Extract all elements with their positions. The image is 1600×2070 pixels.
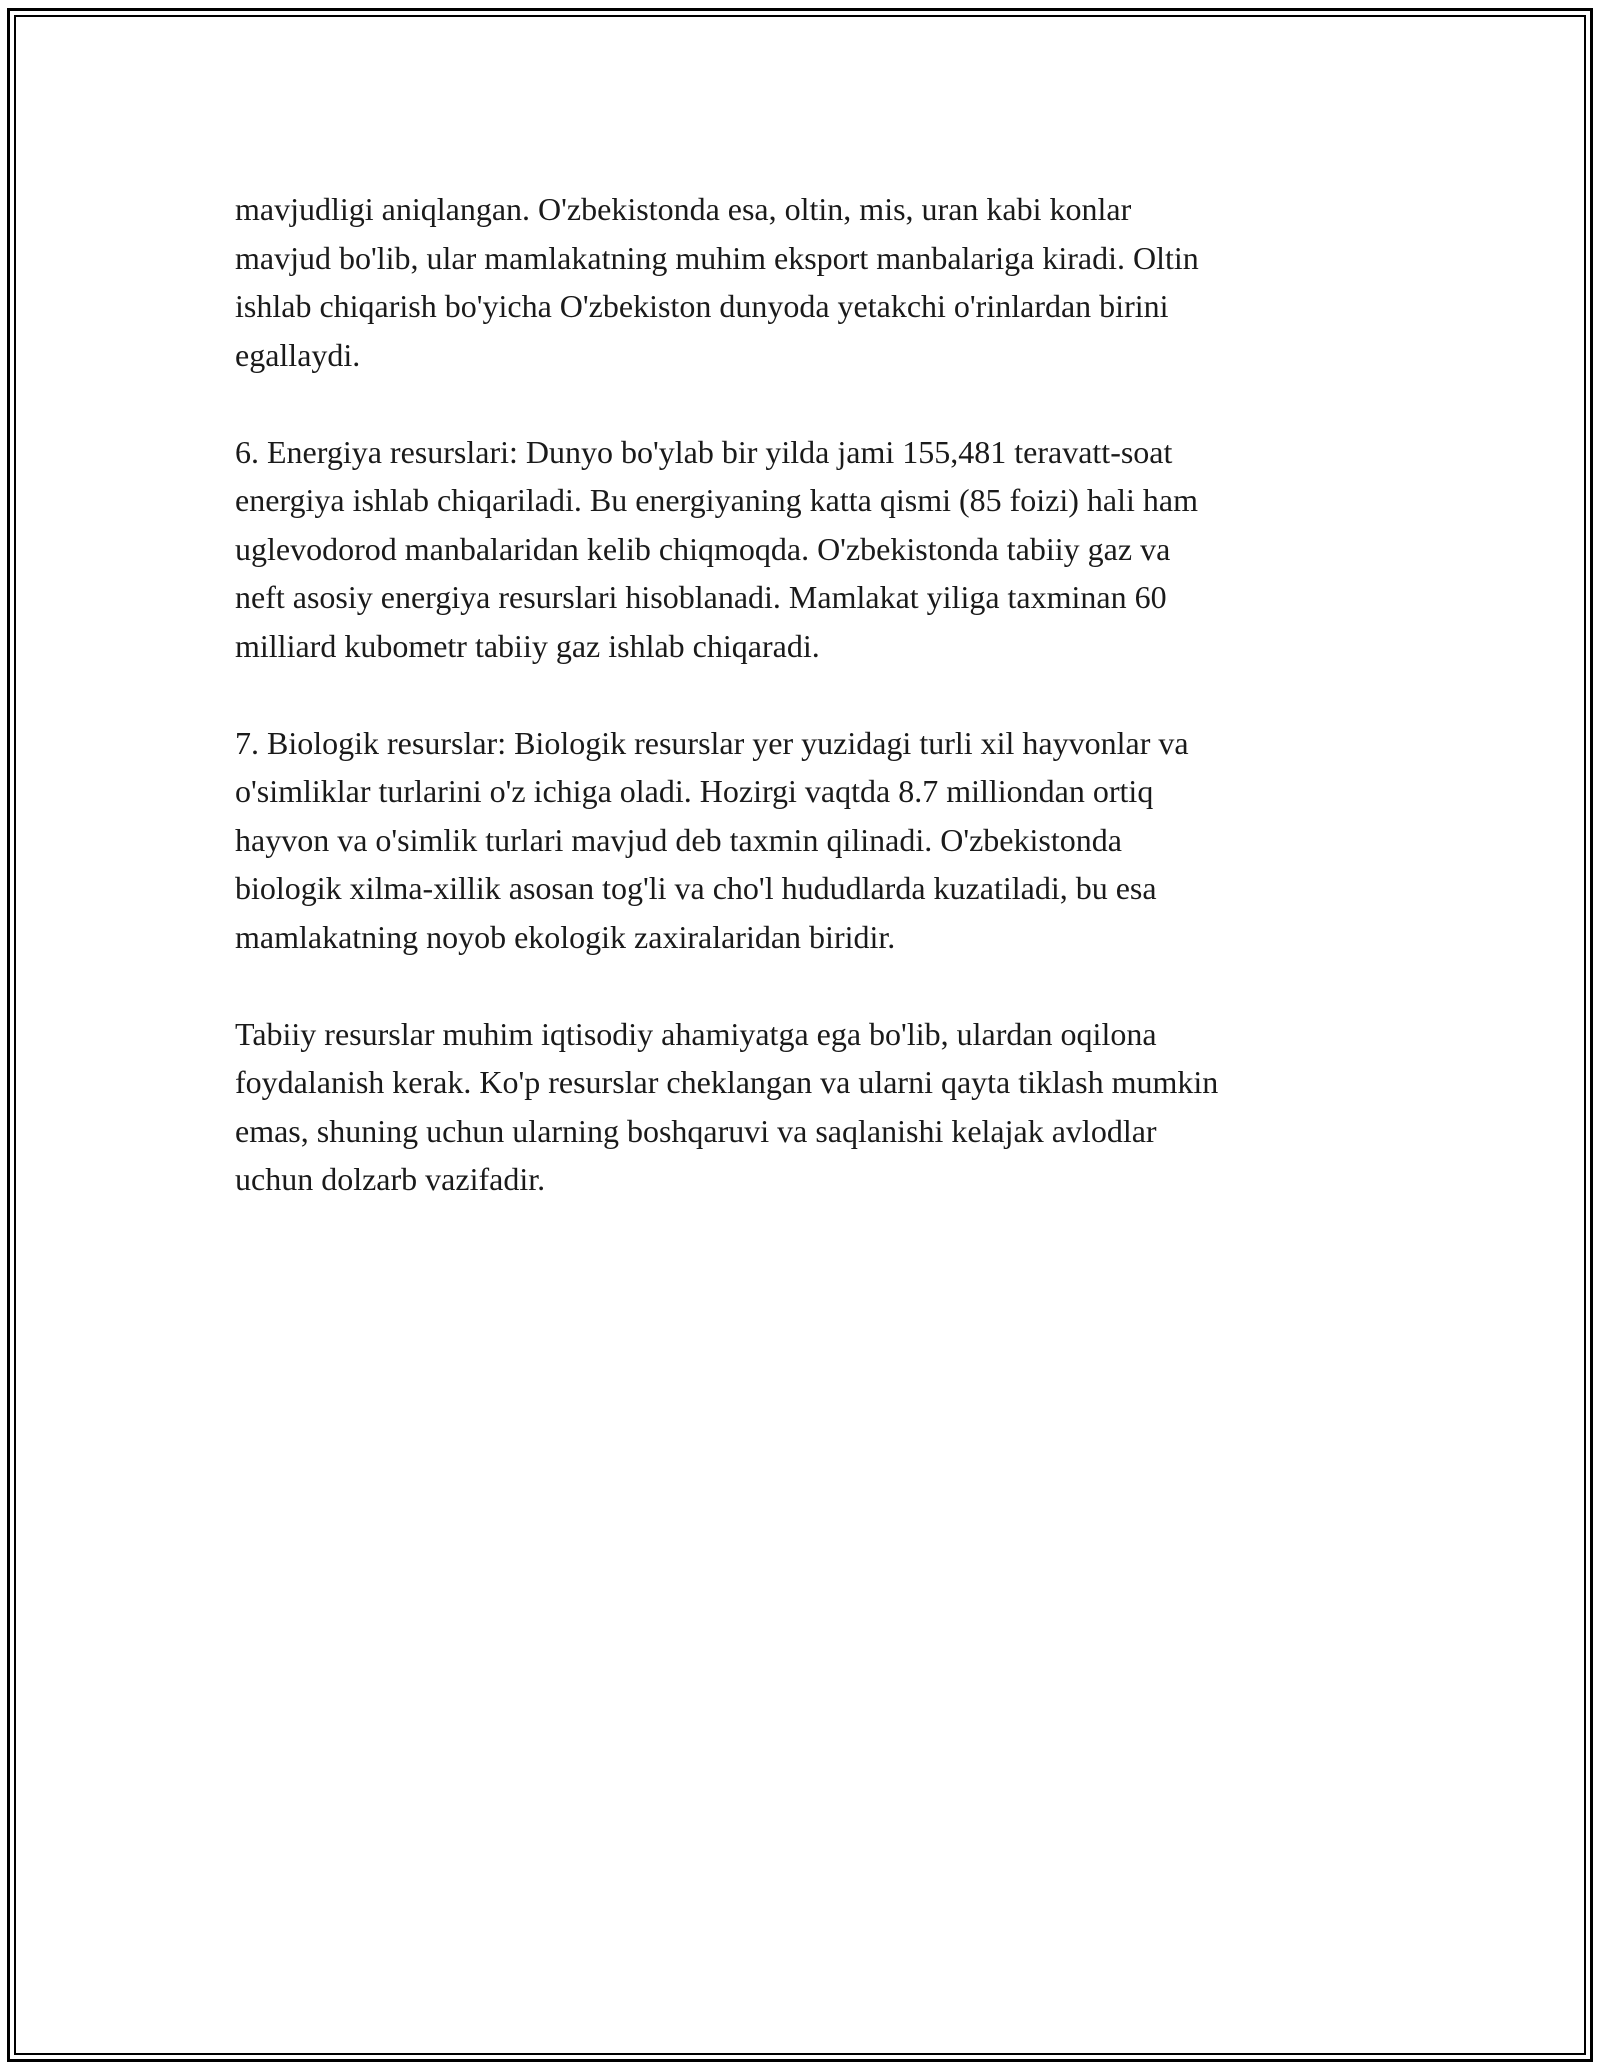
paragraph-minerals-continued [235,185,1375,379]
text-line: mavjudligi aniqlangan. O'zbekistonda esa, oltin, mis, uran kabi konlar [235,191,1132,227]
text-line: Tabiiy resurslar muhim iqtisodiy ahamiyatga ega bo'lib, ulardan oqilona [235,1015,1157,1052]
text-line: mamlakatning noyob ekologik zaxiralaridan biridir. [235,918,896,955]
text-line: 7. Biologik resurslar: Biologik resurslar yer yuzidagi turli xil hayvonlar va [235,724,1189,761]
paragraph-biological-resources [235,719,1375,962]
text-line: uglevodorod manbalaridan kelib chiqmoqda. O'zbekistonda tabiiy gaz va [235,530,1171,567]
text-line: milliard kubometr tabiiy gaz ishlab chiqaradi. [235,627,820,664]
text-line: foydalanish kerak. Ko'p resurslar cheklangan va ularni qayta tiklash mumkin [235,1064,1219,1100]
text-line: hayvon va o'simlik turlari mavjud deb taxmin qilinadi. O'zbekistonda [235,821,1122,858]
document-body [235,185,1375,1252]
text-line: uchun dolzarb vazifadir. [235,1161,546,1197]
text-line: egallaydi. [235,336,361,373]
text-line: ishlab chiqarish bo'yicha O'zbekiston dunyoda yetakchi o'rinlardan birini [235,288,1169,324]
text-line: mavjud bo'lib, ular mamlakatning muhim eksport manbalariga kiradi. Oltin [235,239,1199,276]
text-line: energiya ishlab chiqariladi. Bu energiyaning katta qismi (85 foizi) hali ham [235,482,1198,518]
text-line: emas, shuning uchun ularning boshqaruvi va saqlanishi kelajak avlodlar [235,1112,1157,1149]
paragraph-energy-resources [235,428,1375,671]
text-line: o'simliklar turlarini o'z ichiga oladi. Hozirgi vaqtda 8.7 milliondan ortiq [235,773,1154,809]
paragraph-conclusion [235,1010,1375,1204]
text-line: neft asosiy energiya resurslari hisoblanadi. Mamlakat yiliga taxminan 60 [235,579,1167,615]
text-line: biologik xilma-xillik asosan tog'li va cho'l hududlarda kuzatiladi, bu esa [235,870,1157,906]
text-line: 6. Energiya resurslari: Dunyo bo'ylab bir yilda jami 155,481 teravatt-soat [235,433,1173,470]
